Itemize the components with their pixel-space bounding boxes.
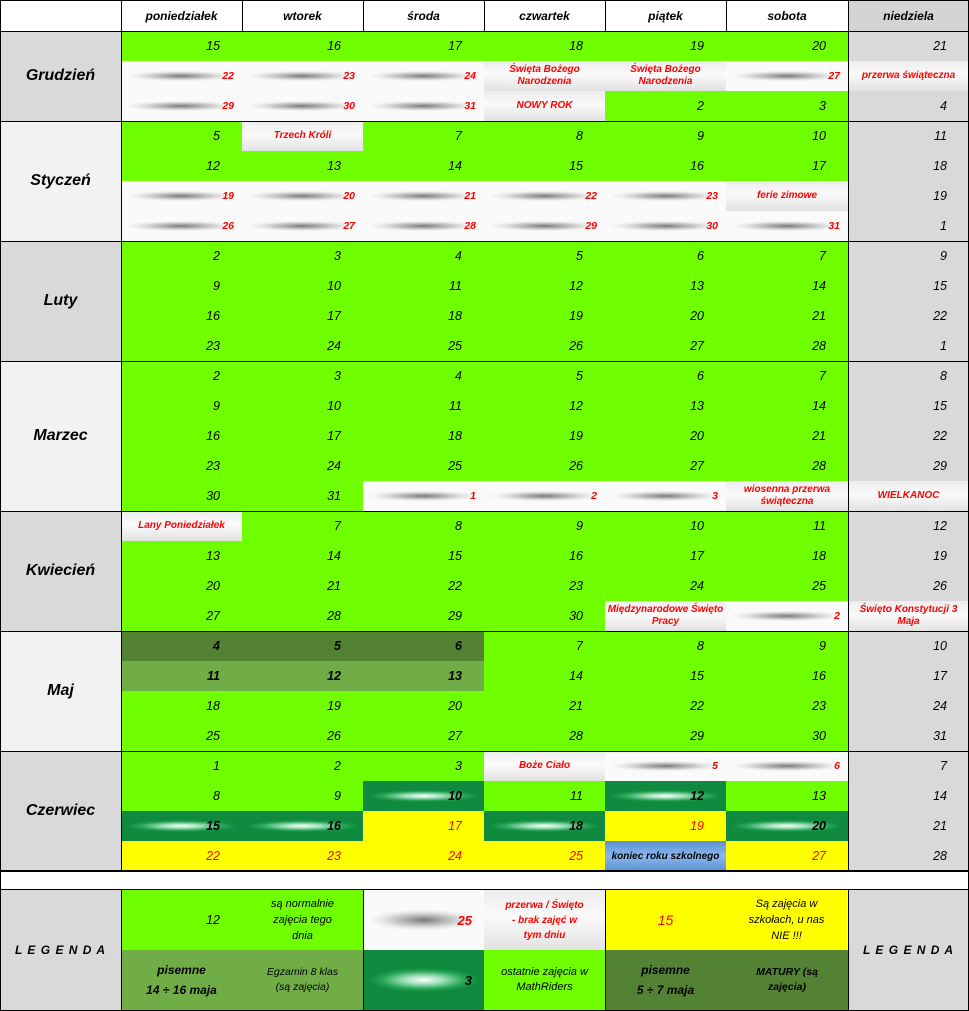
day-cell: 14 bbox=[363, 151, 484, 181]
day-cell: 8 bbox=[605, 631, 726, 661]
grid-line bbox=[0, 31, 969, 32]
month-label-mar: Marzec bbox=[0, 361, 121, 511]
day-cell: 20 bbox=[726, 31, 848, 61]
day-cell: 3 bbox=[242, 361, 363, 391]
day-cell: 29 bbox=[484, 211, 605, 241]
day-cell: 10 bbox=[242, 271, 363, 301]
grid-line bbox=[0, 870, 1, 1011]
legend-matura-label: pisemne bbox=[641, 963, 690, 977]
day-cell: 18 bbox=[363, 301, 484, 331]
day-note: wiosenna przerwa świąteczna bbox=[726, 481, 848, 511]
day-cell: 19 bbox=[121, 181, 242, 211]
day-cell: 23 bbox=[242, 841, 363, 871]
weekday-3: czwartek bbox=[484, 0, 605, 31]
day-cell: 5 bbox=[242, 631, 363, 661]
grid-line bbox=[0, 631, 969, 632]
legend-matura-dates: 5 ÷ 7 maja bbox=[636, 983, 695, 997]
weekday-2: środa bbox=[363, 0, 484, 31]
grid-line bbox=[242, 0, 243, 31]
day-cell: 28 bbox=[848, 841, 969, 871]
day-cell: 25 bbox=[363, 331, 484, 361]
day-cell: 18 bbox=[363, 421, 484, 451]
day-cell: 9 bbox=[121, 271, 242, 301]
legend-break-number: 25 bbox=[363, 890, 484, 950]
day-cell: 13 bbox=[605, 391, 726, 421]
day-cell: 20 bbox=[363, 691, 484, 721]
day-cell: 22 bbox=[848, 301, 969, 331]
day-cell: 28 bbox=[726, 451, 848, 481]
day-cell: 15 bbox=[363, 541, 484, 571]
day-cell: 27 bbox=[363, 721, 484, 751]
weekday-1: wtorek bbox=[242, 0, 363, 31]
header-corner bbox=[0, 0, 121, 31]
legend-exam8-text: Egzamin 8 klas (są zajęcia) bbox=[242, 950, 363, 1010]
day-note: Lany Poniedziałek bbox=[121, 511, 242, 541]
day-cell: 16 bbox=[726, 661, 848, 691]
day-cell: 24 bbox=[363, 841, 484, 871]
day-cell: 16 bbox=[121, 301, 242, 331]
day-cell: 14 bbox=[726, 271, 848, 301]
month-label-feb: Luty bbox=[0, 241, 121, 361]
day-cell: 19 bbox=[484, 421, 605, 451]
day-cell: 27 bbox=[726, 61, 848, 91]
day-note: Boże Ciało bbox=[484, 751, 605, 781]
day-cell: 11 bbox=[363, 271, 484, 301]
month-label-jun: Czerwiec bbox=[0, 751, 121, 871]
day-cell: 11 bbox=[363, 391, 484, 421]
day-cell: 10 bbox=[363, 781, 484, 811]
legend-exam8 bbox=[121, 950, 242, 1010]
day-cell: 3 bbox=[363, 751, 484, 781]
day-cell: 25 bbox=[484, 841, 605, 871]
day-cell: 23 bbox=[605, 181, 726, 211]
day-cell: 27 bbox=[121, 601, 242, 631]
day-cell: 6 bbox=[605, 361, 726, 391]
legend-normal-number: 12 bbox=[121, 890, 242, 950]
legend-normal-text: są normalnie zajęcia tego dnia bbox=[242, 890, 363, 950]
day-cell: 19 bbox=[242, 691, 363, 721]
day-cell: 22 bbox=[848, 421, 969, 451]
day-cell: 26 bbox=[484, 451, 605, 481]
legend-matura-text: MATURY (są zajęcia) bbox=[726, 950, 848, 1010]
day-cell: 29 bbox=[848, 451, 969, 481]
day-cell: 4 bbox=[848, 91, 969, 121]
day-cell: 14 bbox=[242, 541, 363, 571]
day-cell: 24 bbox=[242, 451, 363, 481]
day-cell: 25 bbox=[726, 571, 848, 601]
day-cell: 26 bbox=[121, 211, 242, 241]
day-cell: 19 bbox=[605, 811, 726, 841]
day-cell: 18 bbox=[121, 691, 242, 721]
day-cell: 22 bbox=[605, 691, 726, 721]
day-cell: 11 bbox=[848, 121, 969, 151]
day-cell: 1 bbox=[121, 751, 242, 781]
day-cell: 18 bbox=[726, 541, 848, 571]
day-cell: 30 bbox=[484, 601, 605, 631]
day-cell: 12 bbox=[242, 661, 363, 691]
day-cell: 14 bbox=[484, 661, 605, 691]
day-note: Święto Konstytucji 3 Maja bbox=[848, 601, 969, 631]
day-cell: 20 bbox=[242, 181, 363, 211]
day-cell: 11 bbox=[121, 661, 242, 691]
day-cell: 17 bbox=[242, 301, 363, 331]
day-cell: 1 bbox=[363, 481, 484, 511]
day-cell: 21 bbox=[363, 181, 484, 211]
day-cell: 19 bbox=[848, 181, 969, 211]
day-cell: 22 bbox=[363, 571, 484, 601]
day-cell: 19 bbox=[848, 541, 969, 571]
day-cell: 24 bbox=[363, 61, 484, 91]
day-cell: 1 bbox=[848, 331, 969, 361]
day-cell: 10 bbox=[242, 391, 363, 421]
day-cell: 18 bbox=[848, 151, 969, 181]
day-cell: 13 bbox=[363, 661, 484, 691]
grid-line bbox=[0, 889, 969, 890]
day-cell: 9 bbox=[726, 631, 848, 661]
grid-line bbox=[0, 511, 969, 512]
day-cell: 9 bbox=[605, 121, 726, 151]
grid-line bbox=[363, 889, 364, 1010]
day-cell: 31 bbox=[242, 481, 363, 511]
day-cell: 13 bbox=[605, 271, 726, 301]
day-cell: 27 bbox=[726, 841, 848, 871]
legend-school-text: Są zajęcia w szkołach, u nas NIE !!! bbox=[726, 890, 847, 950]
day-cell: 5 bbox=[484, 241, 605, 271]
day-cell: 17 bbox=[363, 811, 484, 841]
day-cell: 17 bbox=[363, 31, 484, 61]
day-cell: 18 bbox=[484, 31, 605, 61]
grid-line bbox=[605, 889, 606, 1010]
day-cell: 16 bbox=[605, 151, 726, 181]
day-cell: 26 bbox=[848, 571, 969, 601]
day-cell: 8 bbox=[484, 121, 605, 151]
day-cell: 14 bbox=[848, 781, 969, 811]
day-cell: 15 bbox=[848, 271, 969, 301]
day-cell: 7 bbox=[484, 631, 605, 661]
day-cell: 30 bbox=[605, 211, 726, 241]
day-cell: 23 bbox=[242, 61, 363, 91]
day-cell: 28 bbox=[484, 721, 605, 751]
day-cell: 7 bbox=[726, 361, 848, 391]
day-cell: 16 bbox=[242, 811, 363, 841]
weekday-4: piątek bbox=[605, 0, 726, 31]
day-cell: 23 bbox=[484, 571, 605, 601]
day-cell: 2 bbox=[121, 361, 242, 391]
day-cell: 21 bbox=[726, 421, 848, 451]
month-label-may: Maj bbox=[0, 631, 121, 751]
day-cell: 3 bbox=[726, 91, 848, 121]
day-cell: 31 bbox=[726, 211, 848, 241]
day-cell: 30 bbox=[726, 721, 848, 751]
grid-line bbox=[0, 121, 969, 122]
day-cell: 17 bbox=[848, 661, 969, 691]
day-cell: 13 bbox=[726, 781, 848, 811]
day-cell: 26 bbox=[484, 331, 605, 361]
day-note: ferie zimowe bbox=[726, 181, 848, 211]
day-cell: 10 bbox=[726, 121, 848, 151]
day-cell: 16 bbox=[242, 31, 363, 61]
month-label-jan: Styczeń bbox=[0, 121, 121, 241]
day-cell: 7 bbox=[726, 241, 848, 271]
day-note: koniec roku szkolnego bbox=[605, 841, 726, 871]
day-cell: 12 bbox=[484, 271, 605, 301]
day-cell: 15 bbox=[484, 151, 605, 181]
weekday-5: sobota bbox=[726, 0, 848, 31]
grid-line bbox=[484, 0, 485, 31]
day-cell: 31 bbox=[363, 91, 484, 121]
day-cell: 27 bbox=[605, 331, 726, 361]
day-cell: 2 bbox=[242, 751, 363, 781]
day-cell: 5 bbox=[605, 751, 726, 781]
day-note: Święta Bożego Narodzenia bbox=[605, 61, 726, 91]
day-cell: 12 bbox=[121, 151, 242, 181]
day-cell: 4 bbox=[121, 631, 242, 661]
day-cell: 16 bbox=[484, 541, 605, 571]
day-cell: 5 bbox=[484, 361, 605, 391]
legend-last-text: ostatnie zajęcia w MathRiders bbox=[484, 950, 605, 1010]
day-cell: 29 bbox=[121, 91, 242, 121]
legend-matura bbox=[605, 950, 726, 1010]
day-cell: 24 bbox=[605, 571, 726, 601]
day-cell: 6 bbox=[363, 631, 484, 661]
legend-title-right: L E G E N D A bbox=[848, 890, 969, 1010]
day-cell: 15 bbox=[605, 661, 726, 691]
day-note: Święta Bożego Narodzenia bbox=[484, 61, 605, 91]
day-cell: 15 bbox=[848, 391, 969, 421]
grid-line bbox=[848, 889, 849, 1010]
day-cell: 7 bbox=[242, 511, 363, 541]
day-cell: 9 bbox=[848, 241, 969, 271]
day-note: Międzynarodowe Święto Pracy bbox=[605, 601, 726, 631]
day-cell: 28 bbox=[726, 331, 848, 361]
day-cell: 17 bbox=[605, 541, 726, 571]
day-cell: 2 bbox=[726, 601, 848, 631]
day-cell: 29 bbox=[605, 721, 726, 751]
day-cell: 24 bbox=[242, 331, 363, 361]
day-cell: 20 bbox=[605, 421, 726, 451]
day-cell: 30 bbox=[242, 91, 363, 121]
day-cell: 19 bbox=[484, 301, 605, 331]
grid-line bbox=[0, 870, 969, 871]
day-note: WIELKANOC bbox=[848, 481, 969, 511]
day-cell: 28 bbox=[242, 601, 363, 631]
grid-line bbox=[121, 0, 122, 871]
day-cell: 2 bbox=[484, 481, 605, 511]
day-cell: 29 bbox=[363, 601, 484, 631]
day-cell: 19 bbox=[605, 31, 726, 61]
day-cell: 8 bbox=[363, 511, 484, 541]
day-cell: 10 bbox=[605, 511, 726, 541]
day-cell: 21 bbox=[848, 811, 969, 841]
day-cell: 25 bbox=[363, 451, 484, 481]
day-cell: 25 bbox=[121, 721, 242, 751]
day-cell: 6 bbox=[605, 241, 726, 271]
day-cell: 20 bbox=[726, 811, 848, 841]
day-cell: 9 bbox=[242, 781, 363, 811]
day-cell: 9 bbox=[484, 511, 605, 541]
day-cell: 16 bbox=[121, 421, 242, 451]
day-cell: 6 bbox=[726, 751, 848, 781]
day-cell: 21 bbox=[848, 31, 969, 61]
grid-line bbox=[0, 751, 969, 752]
day-cell: 8 bbox=[848, 361, 969, 391]
legend-title-left: L E G E N D A bbox=[0, 890, 121, 1010]
day-cell: 21 bbox=[726, 301, 848, 331]
grid-line bbox=[605, 0, 606, 31]
grid-line bbox=[0, 241, 969, 242]
day-cell: 11 bbox=[484, 781, 605, 811]
legend-break-text: przerwa / Święto - brak zajęć w tym dniu bbox=[484, 890, 605, 950]
day-cell: 3 bbox=[605, 481, 726, 511]
month-label-apr: Kwiecień bbox=[0, 511, 121, 631]
day-cell: 23 bbox=[121, 451, 242, 481]
day-cell: 21 bbox=[484, 691, 605, 721]
day-cell: 23 bbox=[726, 691, 848, 721]
day-cell: 13 bbox=[242, 151, 363, 181]
day-cell: 18 bbox=[484, 811, 605, 841]
day-cell: 5 bbox=[121, 121, 242, 151]
day-cell: 4 bbox=[363, 241, 484, 271]
day-cell: 7 bbox=[848, 751, 969, 781]
day-cell: 27 bbox=[242, 211, 363, 241]
day-note: NOWY ROK bbox=[484, 91, 605, 121]
weekday-0: poniedziałek bbox=[121, 0, 242, 31]
day-cell: 24 bbox=[848, 691, 969, 721]
day-cell: 31 bbox=[848, 721, 969, 751]
day-cell: 1 bbox=[848, 211, 969, 241]
day-cell: 20 bbox=[605, 301, 726, 331]
day-note: przerwa świąteczna bbox=[848, 61, 969, 91]
grid-line bbox=[0, 871, 969, 872]
day-cell: 17 bbox=[726, 151, 848, 181]
grid-line bbox=[0, 0, 1, 871]
day-cell: 11 bbox=[726, 511, 848, 541]
grid-line bbox=[0, 361, 969, 362]
day-note: Trzech Króli bbox=[242, 121, 363, 151]
grid-line bbox=[363, 0, 364, 31]
month-label-dec: Grudzień bbox=[0, 31, 121, 121]
day-cell: 3 bbox=[242, 241, 363, 271]
day-cell: 8 bbox=[121, 781, 242, 811]
day-cell: 2 bbox=[121, 241, 242, 271]
legend-exam8-label: pisemne bbox=[157, 963, 206, 977]
day-cell: 22 bbox=[484, 181, 605, 211]
legend-last-number: 3 bbox=[363, 950, 484, 1010]
day-cell: 20 bbox=[121, 571, 242, 601]
day-cell: 10 bbox=[848, 631, 969, 661]
day-cell: 13 bbox=[121, 541, 242, 571]
day-cell: 12 bbox=[484, 391, 605, 421]
weekday-6: niedziela bbox=[848, 0, 969, 31]
day-cell: 7 bbox=[363, 121, 484, 151]
day-cell: 9 bbox=[121, 391, 242, 421]
day-cell: 2 bbox=[605, 91, 726, 121]
day-cell: 26 bbox=[242, 721, 363, 751]
day-cell: 17 bbox=[242, 421, 363, 451]
grid-line bbox=[848, 0, 849, 871]
legend-exam8-dates: 14 ÷ 16 maja bbox=[146, 983, 217, 997]
day-cell: 4 bbox=[363, 361, 484, 391]
day-cell: 12 bbox=[605, 781, 726, 811]
day-cell: 14 bbox=[726, 391, 848, 421]
legend-school-number: 15 bbox=[605, 890, 726, 950]
day-cell: 15 bbox=[121, 811, 242, 841]
day-cell: 22 bbox=[121, 841, 242, 871]
day-cell: 12 bbox=[848, 511, 969, 541]
day-cell: 23 bbox=[121, 331, 242, 361]
day-cell: 30 bbox=[121, 481, 242, 511]
day-cell: 27 bbox=[605, 451, 726, 481]
day-cell: 15 bbox=[121, 31, 242, 61]
day-cell: 21 bbox=[242, 571, 363, 601]
grid-line bbox=[121, 889, 122, 1010]
grid-line bbox=[726, 0, 727, 31]
day-cell: 28 bbox=[363, 211, 484, 241]
day-cell: 22 bbox=[121, 61, 242, 91]
